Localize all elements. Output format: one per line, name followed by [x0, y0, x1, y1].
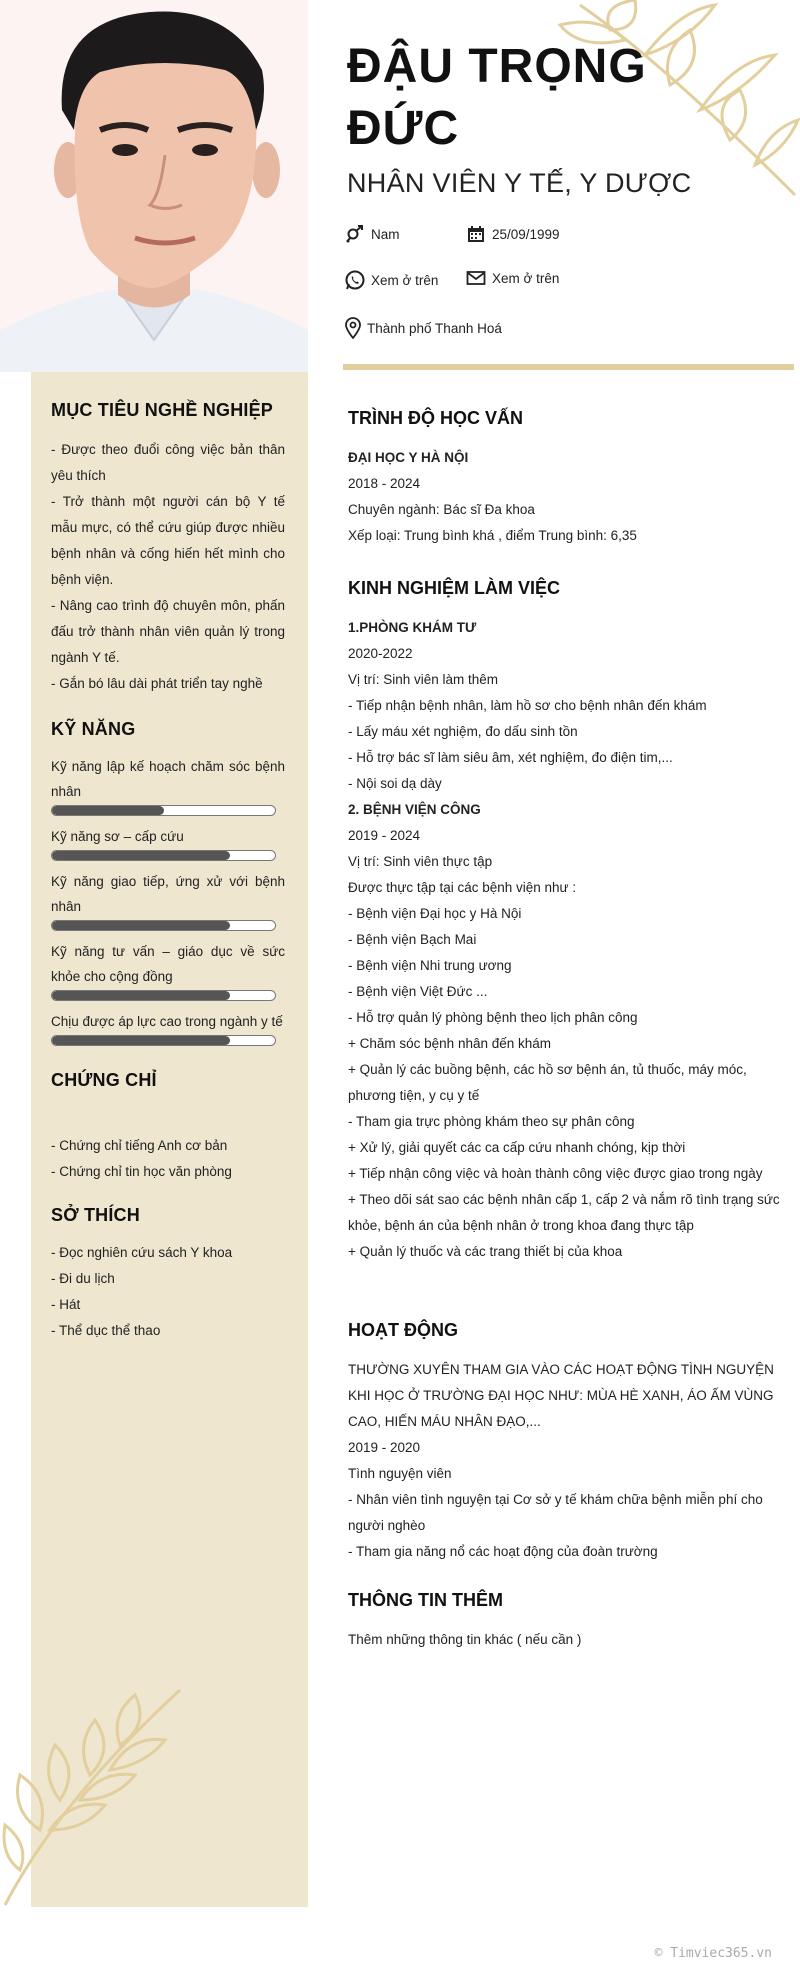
activities-years: 2019 - 2020	[348, 1440, 421, 1455]
skills-title: KỸ NĂNG	[51, 719, 136, 739]
skill-level-bar	[51, 1035, 276, 1046]
address-info	[345, 317, 502, 339]
certificate-item: - Chứng chỉ tiếng Anh cơ bản	[51, 1138, 228, 1153]
job-years: 2020-2022	[348, 646, 413, 661]
job-line: - Hỗ trợ quản lý phòng bệnh theo lịch phân công	[348, 1010, 638, 1025]
job-company: 2. BỆNH VIỆN CÔNG	[348, 802, 481, 817]
skill-level-fill	[52, 921, 230, 930]
skill-name: Chịu được áp lực cao trong ngành y tế	[51, 1014, 283, 1029]
job-company: 1.PHÒNG KHÁM TƯ	[348, 620, 477, 635]
job-line: + Quản lý các buồng bệnh, các hồ sơ bệnh án, tủ thuốc, máy móc, phương tiện, y cụ y tế	[348, 1062, 747, 1103]
job-line: - Bệnh viện Việt Đức ...	[348, 984, 488, 999]
activities-title: HOẠT ĐỘNG	[348, 1320, 458, 1340]
objective-item: - Gắn bó lâu dài phát triển tay nghề	[51, 676, 263, 691]
job-title: NHÂN VIÊN Y TẾ, Y DƯỢC	[347, 168, 692, 198]
activities-role: Tình nguyện viên	[348, 1466, 452, 1481]
avatar	[0, 0, 308, 372]
education-years: 2018 - 2024	[348, 476, 421, 491]
job-line: - Bệnh viện Bạch Mai	[348, 932, 477, 947]
phone-icon	[345, 270, 365, 290]
hobbies-list	[51, 1240, 285, 1344]
watermark: © Timviec365.vn	[654, 1946, 772, 1961]
calendar-icon	[466, 224, 486, 244]
objective-section	[51, 400, 285, 697]
skill-item	[51, 754, 285, 816]
school-name: ĐẠI HỌC Y HÀ NỘI	[348, 450, 469, 465]
hobbies-title: SỞ THÍCH	[51, 1205, 140, 1225]
objective-item: - Được theo đuổi công việc bản thân yêu thích	[51, 442, 285, 483]
job-line: - Bệnh viện Đại học y Hà Nội	[348, 906, 522, 921]
job-years: 2019 - 2024	[348, 828, 421, 843]
activities-description: THƯỜNG XUYÊN THAM GIA VÀO CÁC HOẠT ĐỘNG TÌNH NGUYỆN KHI HỌC Ở TRƯỜNG ĐẠI HỌC NHƯ: MÙA HÈ XANH, ÁO ẤM VÙNG CAO, HIẾN MÁU NHÂN ĐẠO,...	[348, 1362, 774, 1429]
objective-item: - Nâng cao trình độ chuyên môn, phấn đấu trở thành nhân viên quản lý trong ngành Y tế.	[51, 598, 285, 665]
job-line: + Tiếp nhận công việc và hoàn thành công việc được giao trong ngày	[348, 1166, 763, 1181]
experience-body	[348, 615, 788, 1265]
job-line: - Hỗ trợ bác sĩ làm siêu âm, xét nghiệm, đo điện tim,...	[348, 750, 673, 765]
job-line: Được thực tập tại các bệnh viện như :	[348, 880, 577, 895]
job-line: + Quản lý thuốc và các trang thiết bị của khoa	[348, 1244, 623, 1259]
left-content	[51, 400, 285, 1344]
activities-body	[348, 1357, 788, 1565]
activities-section	[348, 1320, 788, 1565]
activity-line: - Tham gia năng nổ các hoạt động của đoàn trường	[348, 1544, 658, 1559]
job-line: - Tham gia trực phòng khám theo sự phân công	[348, 1114, 635, 1129]
email-value: Xem ở trên	[492, 270, 560, 286]
gender-value: Nam	[371, 226, 400, 242]
job-line: Vị trí: Sinh viên thực tập	[348, 854, 493, 869]
skill-item	[51, 824, 285, 861]
activity-line: - Nhân viên tình nguyện tại Cơ sở y tế khám chữa bệnh miễn phí cho người nghèo	[348, 1492, 763, 1533]
certificates-list	[51, 1133, 285, 1185]
certificate-item: - Chứng chỉ tin học văn phòng	[51, 1164, 232, 1179]
skill-level-bar	[51, 805, 276, 816]
mail-icon	[466, 268, 486, 288]
skills-section	[51, 719, 285, 1046]
hobby-item: - Thể dục thể thao	[51, 1323, 161, 1338]
experience-title: KINH NGHIỆM LÀM VIỆC	[348, 578, 561, 598]
certificates-section	[51, 1070, 285, 1185]
skill-level-fill	[52, 851, 230, 860]
skill-level-fill	[52, 991, 230, 1000]
job-line: Vị trí: Sinh viên làm thêm	[348, 672, 499, 687]
job-line: + Xử lý, giải quyết các ca cấp cứu nhanh chóng, kịp thời	[348, 1140, 686, 1155]
experience-section	[348, 578, 788, 1265]
phone-value: Xem ở trên	[371, 272, 439, 288]
gender-info	[345, 224, 400, 244]
address-value: Thành phố Thanh Hoá	[367, 320, 502, 336]
name-line-2: ĐỨC	[347, 102, 460, 155]
education-body	[348, 445, 788, 549]
job-line: + Theo dõi sát sao các bệnh nhân cấp 1, cấp 2 và nắm rõ tình trạng sức khỏe, bệnh án của bệnh nhân ở trong khoa đang thực tập	[348, 1192, 780, 1233]
more-info-text: Thêm những thông tin khác ( nếu cần )	[348, 1632, 582, 1647]
profile-photo	[0, 0, 308, 372]
hobby-item: - Đi du lịch	[51, 1271, 115, 1286]
skill-level-bar	[51, 990, 276, 1001]
skill-name: Kỹ năng lập kế hoạch chăm sóc bệnh nhân	[51, 759, 285, 799]
hobby-item: - Hát	[51, 1297, 81, 1312]
objective-item: - Trở thành một người cán bộ Y tế mẫu mực, có thể cứu giúp được nhiều bệnh nhân và cống hiến hết mình cho bệnh viện.	[51, 494, 285, 587]
leaf-decoration-bottom-icon	[0, 1680, 190, 1910]
candidate-name	[347, 36, 707, 160]
more-info-section	[348, 1590, 788, 1653]
job-line: - Lấy máu xét nghiệm, đo dấu sinh tồn	[348, 724, 578, 739]
job-line: - Tiếp nhận bệnh nhân, làm hồ sơ cho bệnh nhân đến khám	[348, 698, 707, 713]
gender-icon	[345, 224, 365, 244]
more-info-title: THÔNG TIN THÊM	[348, 1590, 503, 1610]
skills-list	[51, 754, 285, 1046]
job-line: - Nội soi dạ dày	[348, 776, 442, 791]
header-divider	[343, 364, 794, 370]
skill-item	[51, 939, 285, 1001]
education-major: Chuyên ngành: Bác sĩ Đa khoa	[348, 502, 535, 517]
job-line: - Bệnh viện Nhi trung ương	[348, 958, 512, 973]
hobbies-section	[51, 1205, 285, 1344]
birthday-value: 25/09/1999	[492, 226, 560, 242]
skill-name: Kỹ năng tư vấn – giáo dục về sức khỏe cho cộng đồng	[51, 944, 285, 984]
location-pin-icon	[345, 317, 361, 339]
skill-level-bar	[51, 850, 276, 861]
skill-level-bar	[51, 920, 276, 931]
skill-level-fill	[52, 1036, 230, 1045]
email-info	[466, 268, 559, 288]
education-grade: Xếp loại: Trung bình khá , điểm Trung bình: 6,35	[348, 528, 637, 543]
skill-item	[51, 869, 285, 931]
skill-item	[51, 1009, 285, 1046]
hobby-item: - Đọc nghiên cứu sách Y khoa	[51, 1245, 233, 1260]
certificates-title: CHỨNG CHỈ	[51, 1070, 157, 1090]
objective-list	[51, 437, 285, 697]
objective-title: MỤC TIÊU NGHỀ NGHIỆP	[51, 400, 274, 420]
skill-name: Kỹ năng sơ – cấp cứu	[51, 829, 184, 844]
education-section	[348, 408, 788, 549]
education-title: TRÌNH ĐỘ HỌC VẤN	[348, 408, 523, 428]
phone-info	[345, 270, 438, 290]
job-line: + Chăm sóc bệnh nhân đến khám	[348, 1036, 552, 1051]
skill-level-fill	[52, 806, 164, 815]
name-line-1: ĐẬU TRỌNG	[347, 40, 647, 93]
birthday-info	[466, 224, 560, 244]
skill-name: Kỹ năng giao tiếp, ứng xử với bệnh nhân	[51, 874, 285, 914]
